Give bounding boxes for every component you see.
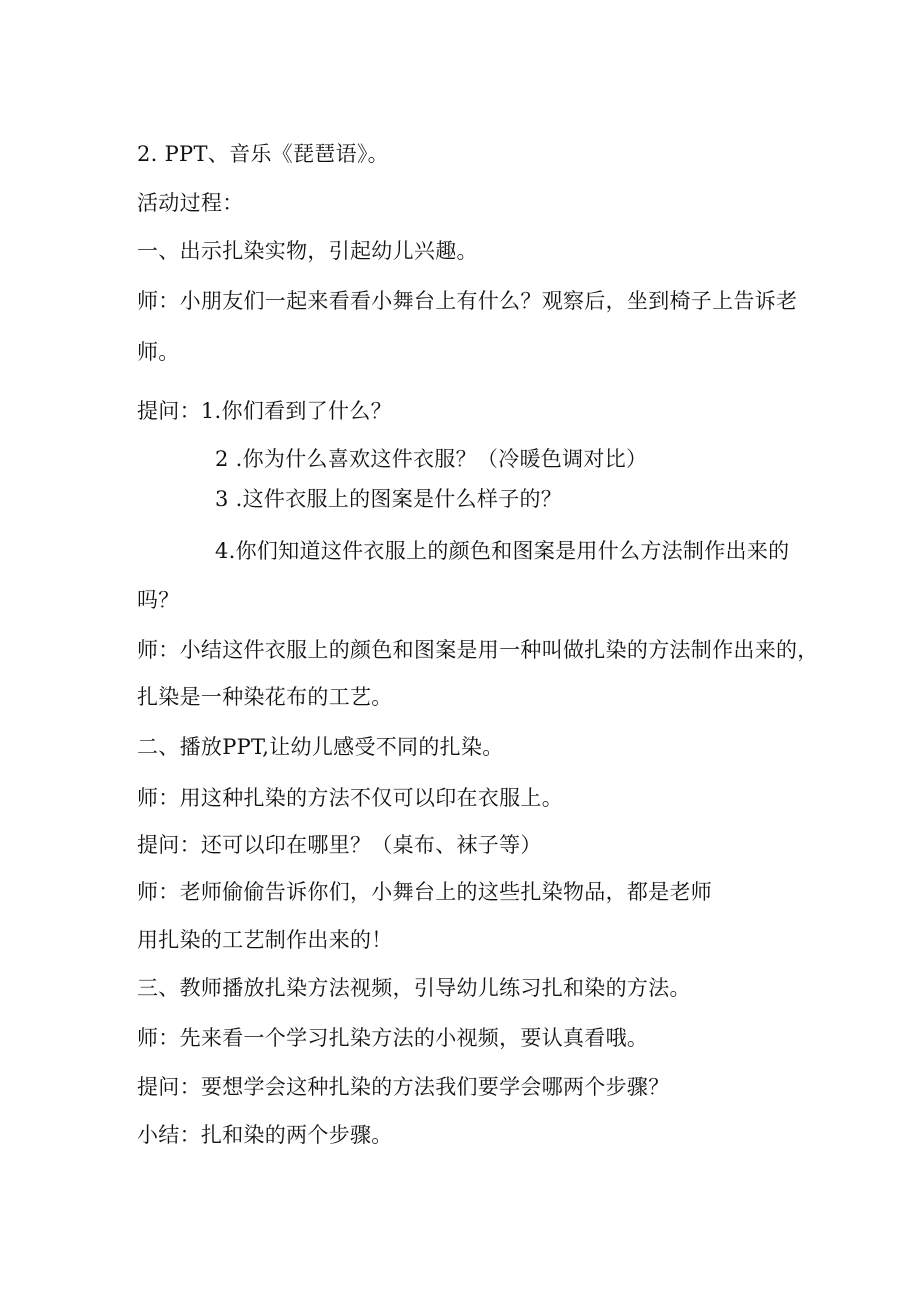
paragraph-line: 用扎染的工艺制作出来的！ bbox=[137, 928, 393, 952]
paragraph-line: 师：小结这件衣服上的颜色和图案是用一种叫做扎染的方法制作出来的， bbox=[137, 638, 819, 662]
question-line: 提问：要想学会这种扎染的方法我们要学会哪两个步骤？ bbox=[137, 1075, 670, 1099]
question-line: 2 .你为什么喜欢这件衣服？（冷暖色调对比） bbox=[215, 447, 648, 471]
paragraph-line: 师：小朋友们一起来看看小舞台上有什么？观察后，坐到椅子上告诉老 bbox=[137, 289, 798, 313]
question-line: 3 .这件衣服上的图案是什么样子的？ bbox=[215, 487, 563, 511]
paragraph-line: 扎染是一种染花布的工艺。 bbox=[137, 685, 393, 709]
question-line: 提问：1.你们看到了什么？ bbox=[137, 399, 392, 423]
paragraph-line: 师。 bbox=[137, 340, 180, 364]
paragraph-line: 吗？ bbox=[137, 588, 180, 612]
step-two-heading: 二、播放PPT,让幼儿感受不同的扎染。 bbox=[137, 735, 504, 759]
step-one-heading: 一、出示扎染实物，引起幼儿兴趣。 bbox=[137, 239, 478, 263]
section-heading-activity-process: 活动过程： bbox=[137, 191, 244, 215]
question-line: 4.你们知道这件衣服上的颜色和图案是用什么方法制作出来的 bbox=[215, 539, 790, 563]
question-line: 提问：还可以印在哪里？（桌布、袜子等） bbox=[137, 833, 542, 857]
paragraph-line: 师：用这种扎染的方法不仅可以印在衣服上。 bbox=[137, 786, 563, 810]
summary-line: 小结：扎和染的两个步骤。 bbox=[137, 1123, 393, 1147]
paragraph-line: 师：先来看一个学习扎染方法的小视频，要认真看哦。 bbox=[137, 1026, 649, 1050]
materials-line: 2. PPT、音乐《琵琶语》。 bbox=[137, 142, 389, 166]
paragraph-line: 师：老师偷偷告诉你们，小舞台上的这些扎染物品，都是老师 bbox=[137, 880, 713, 904]
step-three-heading: 三、教师播放扎染方法视频，引导幼儿练习扎和染的方法。 bbox=[137, 976, 691, 1000]
